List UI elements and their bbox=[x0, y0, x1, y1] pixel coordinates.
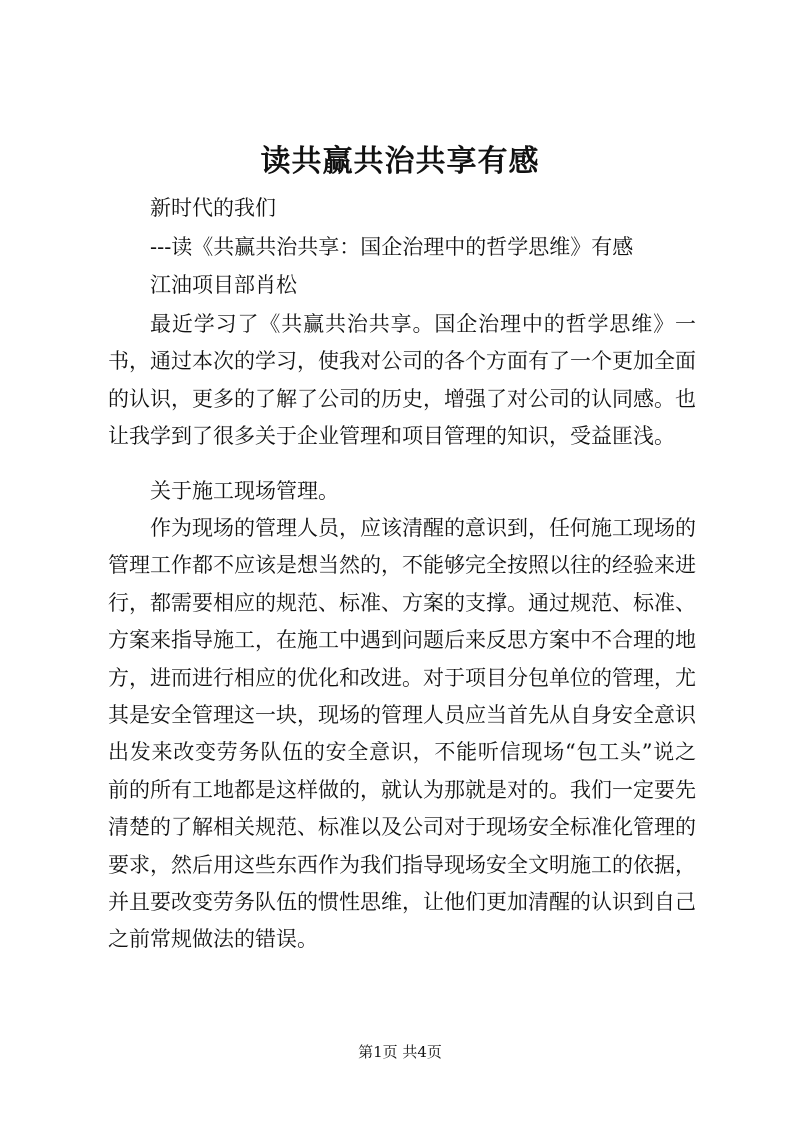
paragraph-section-heading: 关于施工现场管理。 bbox=[150, 479, 339, 503]
author-line: 江油项目部肖松 bbox=[150, 273, 297, 297]
book-reference-line: ---读《共赢共治共享：国企治理中的哲学思维》有感 bbox=[150, 235, 634, 259]
paragraph-site-management: 作为现场的管理人员，应该清醒的意识到，任何施工现场的管理工作都不应该是想当然的，不能够完全按照以往的经验来进行，都需要相应的规范、标准、方案的支撑。通过规范、标准、方案来指导施工，在施工中遇到问题后来反思方案中不合理的地方，进而进行相应的优化和改进。对于项目分包单位的管理，尤其是安全管理这一块，现场的管理人员应当首先从自身安全意识出发来改变劳务队伍的安全意识，不能听信现场“包工头”说之前的所有工地都是这样做的，就认为那就是对的。我们一定要先清楚的了解相关规范、标准以及公司对于现场安全标准化管理的要求，然后用这些东西作为我们指导现场安全文明施工的依据，并且要改变劳务队伍的惯性思维，让他们更加清醒的认识到自己之前常规做法的错误。 bbox=[108, 516, 696, 952]
page-number-footer: 第1页 共4页 bbox=[358, 1043, 442, 1061]
document-title: 读共赢共治共享有感 bbox=[260, 144, 540, 179]
subtitle: 新时代的我们 bbox=[150, 196, 276, 220]
paragraph-intro: 最近学习了《共赢共治共享。国企治理中的哲学思维》一书，通过本次的学习，使我对公司的各个方面有了一个更加全面的认识，更多的了解了公司的历史，增强了对公司的认同感。也让我学到了很多关于企业管理和项目管理的知识，受益匪浅。 bbox=[108, 312, 696, 449]
